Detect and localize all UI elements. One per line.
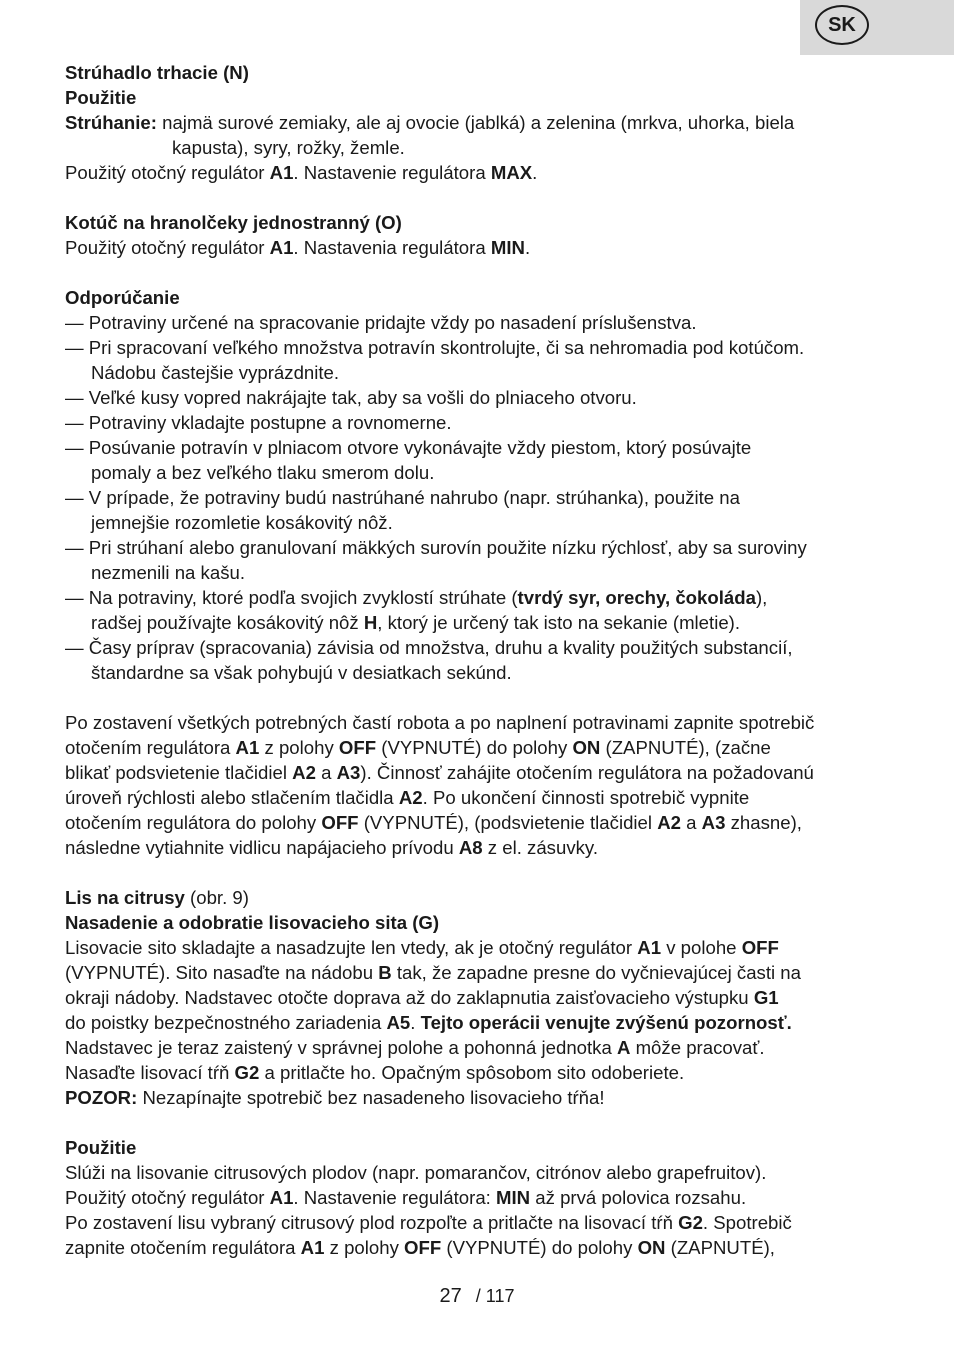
list-item-cont: radšej používajte kosákovitý nôž H, ktorý je určený tak isto na sekanie (mletie). (91, 612, 741, 633)
page-number (0, 1284, 954, 1309)
list-item: — Potraviny vkladajte postupne a rovnomerne. (65, 412, 452, 433)
list-item: — Pri spracovaní veľkého množstva potravín skontrolujte, či sa nehromadia pod kotúčom. (65, 337, 805, 358)
section-title: Odporúčanie (65, 287, 180, 308)
current-page: 27 (439, 1285, 462, 1307)
page-content (65, 60, 905, 1260)
grating-line-cont: kapusta), syry, rožky, žemle. (172, 137, 405, 158)
section-title: Kotúč na hranolčeky jednostranný (O) (65, 212, 402, 233)
list-item: — Veľké kusy vopred nakrájajte tak, aby sa vošli do plniaceho otvoru. (65, 387, 637, 408)
warning-line: POZOR: Nezapínajte spotrebič bez nasadeneho lisovacieho tŕňa! (65, 1087, 605, 1108)
operation-line: otočením regulátora do polohy OFF (VYPNUTÉ), (podsvietenie tlačidiel A2 a A3 zhasne), (65, 812, 802, 833)
language-tab (800, 0, 954, 55)
citrus-line: do poistky bezpečnostného zariadenia A5. Tejto operácii venujte zvýšenú pozornosť. (65, 1012, 792, 1033)
list-item: — V prípade, že potraviny budú nastrúhané nahrubo (napr. strúhanka), použite na (65, 487, 740, 508)
list-item-cont: nezmenili na kašu. (91, 562, 245, 583)
list-item: — Časy príprav (spracovania) závisia od množstva, druhu a kvality použitých substancií, (65, 637, 793, 658)
citrus-line: Lisovacie sito skladajte a nasadzujte len vtedy, ak je otočný regulátor A1 v polohe OFF (65, 937, 779, 958)
total-pages: / 117 (475, 1286, 515, 1306)
usage-line: zapnite otočením regulátora A1 z polohy OFF (VYPNUTÉ) do polohy ON (ZAPNUTÉ), (65, 1237, 775, 1258)
subsection-title: Nasadenie a odobratie lisovacieho sita (G) (65, 912, 440, 933)
list-item-cont: štandardne sa však pohybujú v desiatkach sekúnd. (91, 662, 512, 683)
usage-line: Použitý otočný regulátor A1. Nastavenie regulátora: MIN až prvá polovica rozsahu. (65, 1187, 747, 1208)
operation-line: Po zostavení všetkých potrebných častí robota a po naplnení potravinami zapnite spotrebič (65, 712, 815, 733)
list-item: — Na potraviny, ktoré podľa svojich zvyklostí strúhate (tvrdý syr, orechy, čokoláda), (65, 587, 768, 608)
usage-line: Po zostavení lisu vybraný citrusový plod rozpoľte a pritlačte na lisovací tŕň G2. Spotrebič (65, 1212, 792, 1233)
section-title: Lis na citrusy (obr. 9) (65, 887, 249, 908)
citrus-line: (VYPNUTÉ). Sito nasaďte na nádobu B tak, že zapadne presne do vyčnievajúcej časti na (65, 962, 801, 983)
citrus-line: Nadstavec je teraz zaistený v správnej polohe a pohonná jednotka A môže pracovať. (65, 1037, 765, 1058)
list-item-cont: jemnejšie rozomletie kosákovitý nôž. (91, 512, 393, 533)
operation-line: úroveň rýchlosti alebo stlačením tlačidla A2. Po ukončení činnosti spotrebič vypnite (65, 787, 750, 808)
subsection-title: Použitie (65, 87, 137, 108)
section-title: Strúhadlo trhacie (N) (65, 62, 249, 83)
operation-line: blikať podsvietenie tlačidiel A2 a A3). Činnosť zahájite otočením regulátora na požadovanú (65, 762, 814, 783)
operation-line: následne vytiahnite vidlicu napájacieho prívodu A8 z el. zásuvky. (65, 837, 598, 858)
list-item: — Posúvanie potravín v plniacom otvore vykonávajte vždy piestom, ktorý posúvajte (65, 437, 752, 458)
setting-line: Použitý otočný regulátor A1. Nastavenie regulátora MAX. (65, 162, 538, 183)
setting-line: Použitý otočný regulátor A1. Nastavenia regulátora MIN. (65, 237, 531, 258)
language-badge: SK (815, 5, 869, 45)
citrus-line: Nasaďte lisovací tŕň G2 a pritlačte ho. Opačným spôsobom sito odoberiete. (65, 1062, 685, 1083)
citrus-line: okraji nádoby. Nadstavec otočte doprava až do zaklapnutia zaisťovacieho výstupku G1 (65, 987, 779, 1008)
grating-line: Strúhanie: najmä surové zemiaky, ale aj ovocie (jablká) a zelenina (mrkva, uhorka, biela (65, 112, 795, 133)
operation-line: otočením regulátora A1 z polohy OFF (VYPNUTÉ) do polohy ON (ZAPNUTÉ), (začne (65, 737, 771, 758)
list-item-cont: Nádobu častejšie vyprázdnite. (91, 362, 340, 383)
section-title: Použitie (65, 1137, 137, 1158)
list-item: — Potraviny určené na spracovanie pridajte vždy po nasadení príslušenstva. (65, 312, 697, 333)
usage-line: Slúži na lisovanie citrusových plodov (napr. pomarančov, citrónov alebo grapefruitov). (65, 1162, 767, 1183)
list-item-cont: pomaly a bez veľkého tlaku smerom dolu. (91, 462, 435, 483)
list-item: — Pri strúhaní alebo granulovaní mäkkých surovín použite nízku rýchlosť, aby sa suroviny (65, 537, 807, 558)
